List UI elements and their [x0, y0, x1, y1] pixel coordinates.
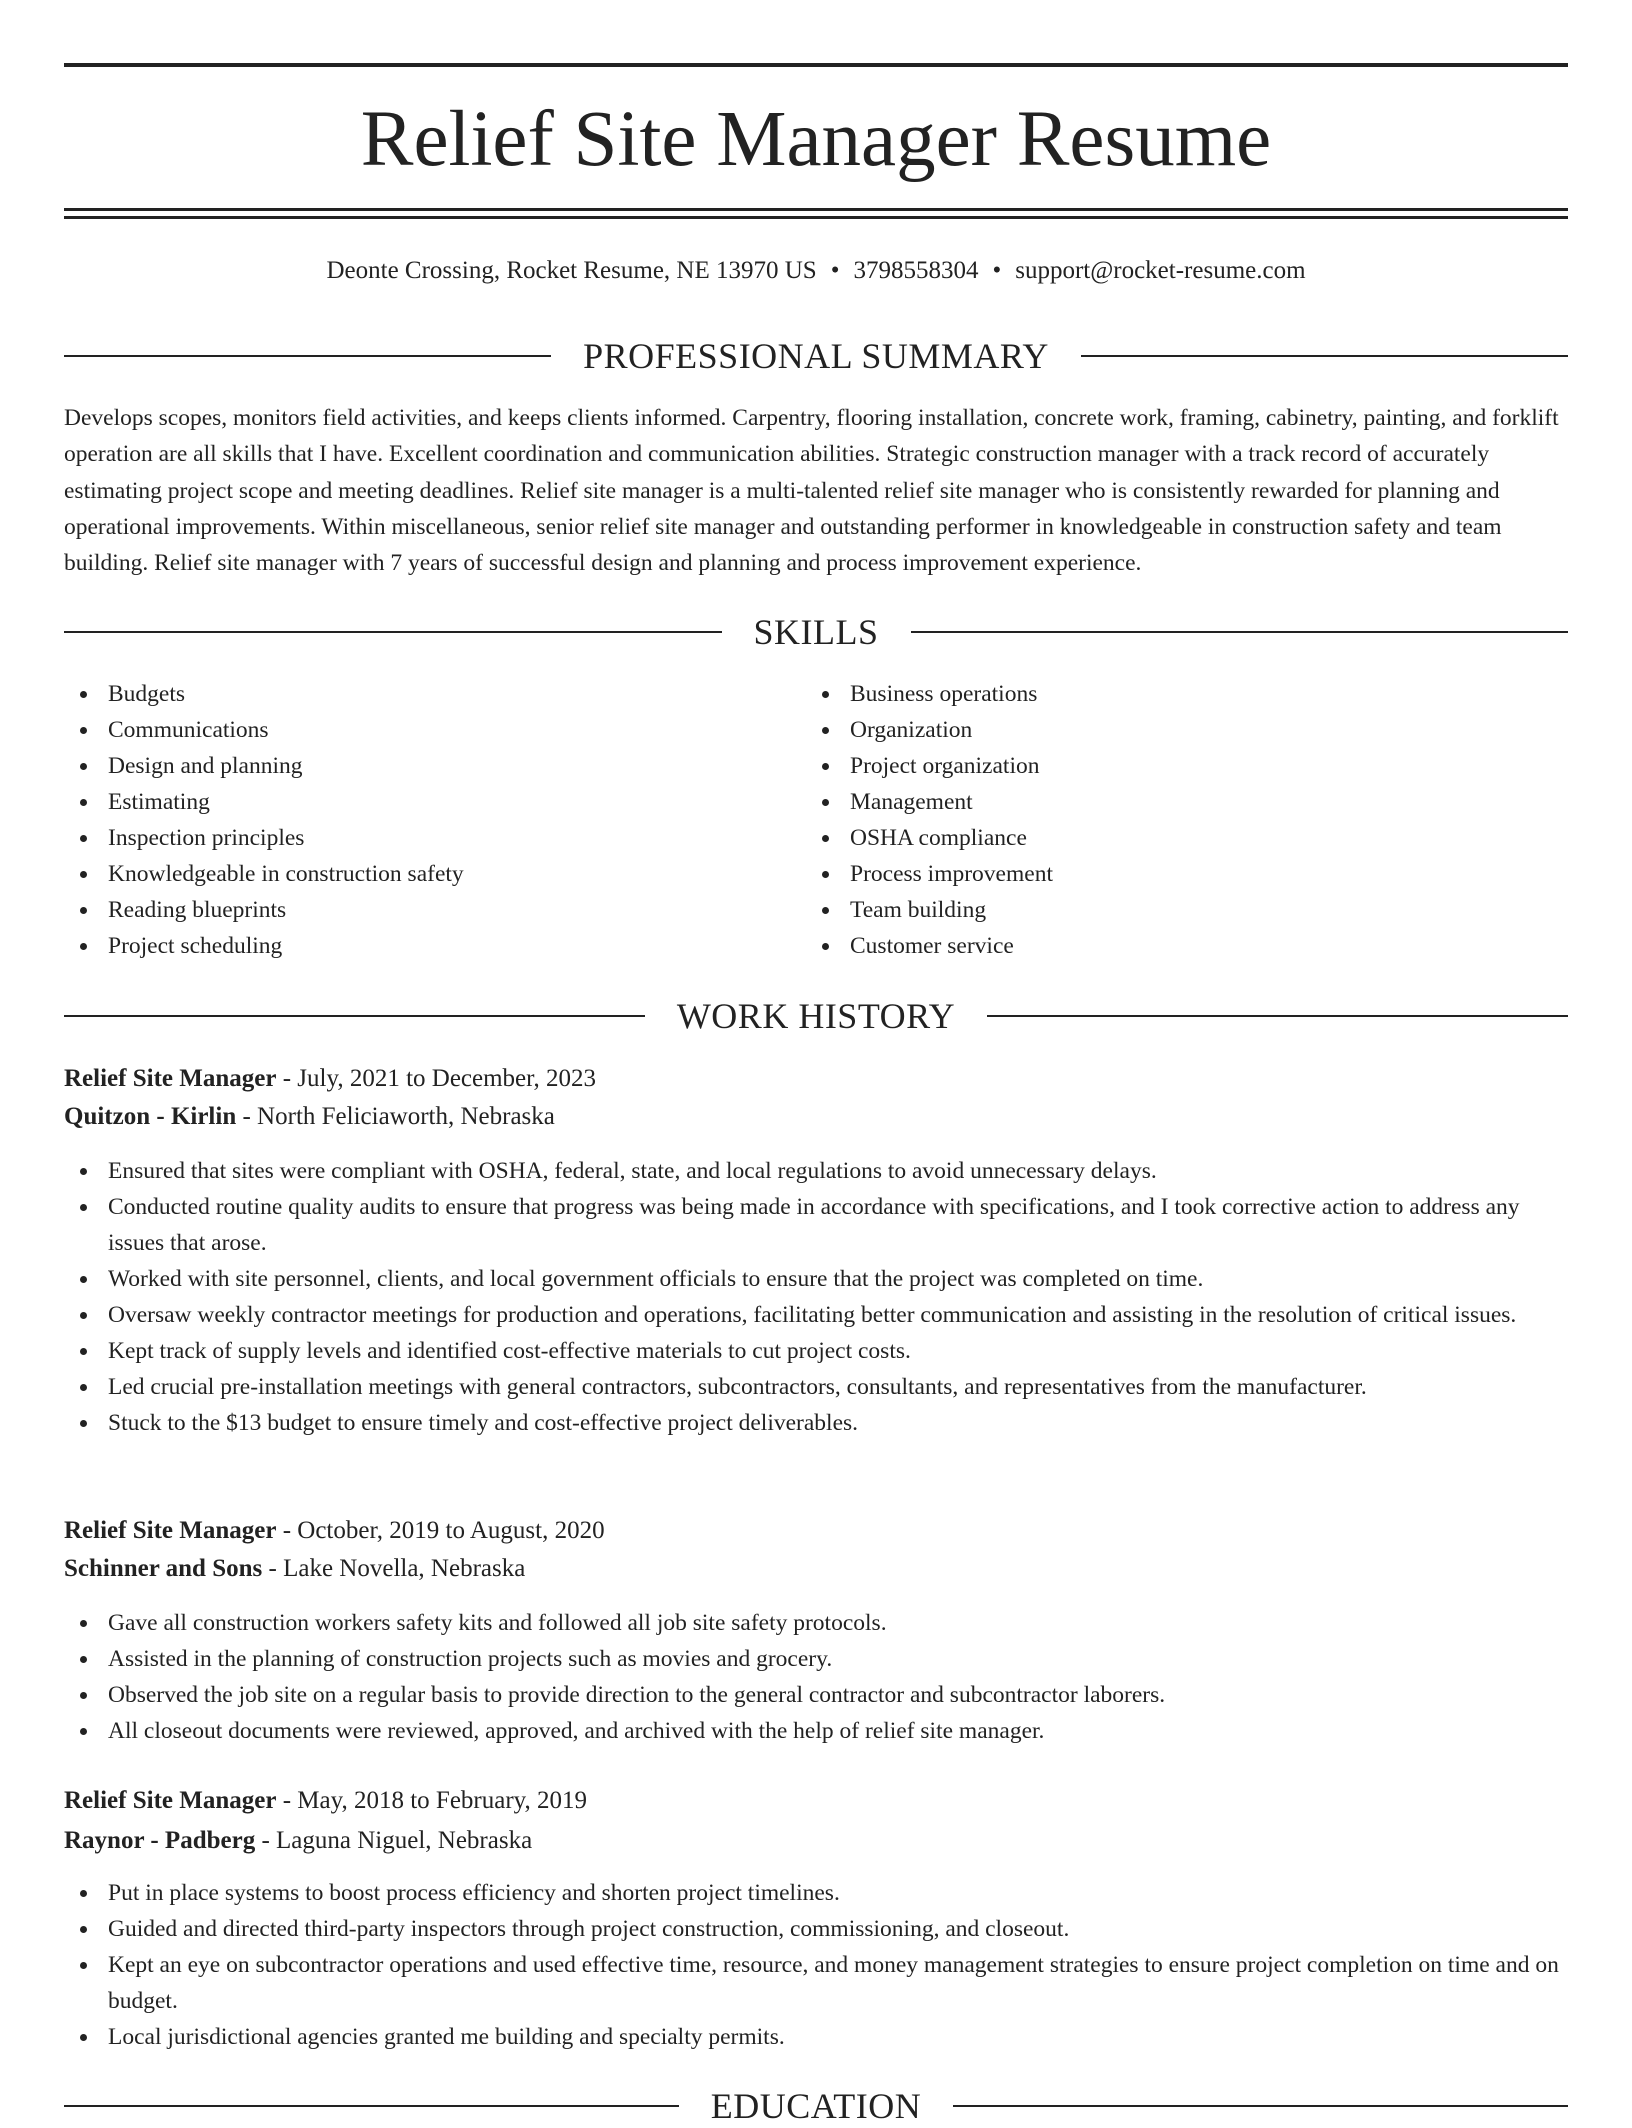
section-title-summary: PROFESSIONAL SUMMARY: [583, 336, 1049, 376]
skill-item: Management: [806, 784, 1506, 820]
section-rule: [911, 631, 1569, 633]
job-company: Raynor - Padberg: [64, 1827, 256, 1854]
skill-item: Knowledgeable in construction safety: [64, 856, 764, 892]
job-duty-item: Worked with site personnel, clients, and local government officials to ensure that the project was completed on time.: [64, 1261, 1568, 1297]
job-duties-list: [64, 1875, 1568, 2055]
job-company-line: [64, 1550, 1568, 1588]
contact-phone[interactable]: 3798558304: [853, 257, 979, 284]
section-rule: [953, 2105, 1568, 2107]
contact-separator: •: [830, 257, 840, 284]
job-title-line: [64, 1782, 1568, 1820]
job-duty-item: Kept track of supply levels and identified cost-effective materials to cut project costs.: [64, 1333, 1568, 1369]
skill-item: Project organization: [806, 748, 1506, 784]
contact-separator: •: [992, 257, 1002, 284]
contact-address: Deonte Crossing, Rocket Resume, NE 13970 US: [326, 257, 817, 284]
skills-list-left: [64, 676, 764, 964]
skill-item: OSHA compliance: [806, 820, 1506, 856]
section-rule: [64, 355, 551, 357]
section-header-summary: [64, 334, 1568, 378]
job-title-line: [64, 1512, 1568, 1550]
skill-item: Customer service: [806, 928, 1506, 964]
title-double-rule: [64, 208, 1568, 219]
skill-item: Estimating: [64, 784, 764, 820]
skills-list-right: [806, 676, 1506, 964]
section-rule: [1081, 355, 1568, 357]
skill-item: Organization: [806, 712, 1506, 748]
job-duty-item: Stuck to the $13 budget to ensure timely and cost-effective project deliverables.: [64, 1405, 1568, 1441]
section-header-work: [64, 994, 1568, 1038]
skill-item: Design and planning: [64, 748, 764, 784]
section-rule: [64, 631, 722, 633]
contact-line: [64, 253, 1568, 289]
job-dates: - July, 2021 to December, 2023: [276, 1065, 596, 1092]
section-header-skills: [64, 610, 1568, 654]
job-title: Relief Site Manager: [64, 1787, 277, 1814]
skill-item: Process improvement: [806, 856, 1506, 892]
job-title: Relief Site Manager: [64, 1065, 277, 1092]
skill-item: Project scheduling: [64, 928, 764, 964]
job-title: Relief Site Manager: [64, 1517, 277, 1544]
job-dates: - October, 2019 to August, 2020: [276, 1517, 605, 1544]
job-dates: - May, 2018 to February, 2019: [276, 1787, 588, 1814]
job-location: - North Feliciaworth, Nebraska: [236, 1103, 555, 1130]
section-title-skills: SKILLS: [753, 612, 879, 652]
job-company-line: [64, 1098, 1568, 1136]
section-header-education: [64, 2084, 1568, 2128]
job-duties-list: [64, 1605, 1568, 1749]
skill-item: Inspection principles: [64, 820, 764, 856]
top-rule: [64, 63, 1568, 67]
job-duties-list: [64, 1153, 1568, 1441]
job-duty-item: Put in place systems to boost process efficiency and shorten project timelines.: [64, 1875, 1568, 1911]
job-company: Quitzon - Kirlin: [64, 1103, 237, 1130]
job-company-line: [64, 1822, 1568, 1860]
section-rule: [64, 2105, 679, 2107]
skill-item: Communications: [64, 712, 764, 748]
job-duty-item: Conducted routine quality audits to ensure that progress was being made in accordance with specifications, and I took corrective action to address any issues that arose.: [64, 1189, 1568, 1261]
skill-item: Budgets: [64, 676, 764, 712]
job-duty-item: Local jurisdictional agencies granted me building and specialty permits.: [64, 2019, 1568, 2055]
skill-item: Reading blueprints: [64, 892, 764, 928]
section-title-education: EDUCATION: [710, 2086, 922, 2126]
skill-item: Team building: [806, 892, 1506, 928]
contact-email[interactable]: support@rocket-resume.com: [1015, 257, 1306, 284]
job-duty-item: Gave all construction workers safety kits and followed all job site safety protocols.: [64, 1605, 1568, 1641]
summary-text: Develops scopes, monitors field activities, and keeps clients informed. Carpentry, flooring installation, concrete work, framing, cabinetry, painting, and forklift operation are all skills that I have. Excellent coordination and communication abilities. Strategic construction manager with a track record of accurately estimating project scope and meeting deadlines. Relief site manager is a multi-talented relief site manager who is consistently rewarded for planning and operational improvements. Within miscellaneous, senior relief site manager and outstanding performer in knowledgeable in construction safety and team building. Relief site manager with 7 years of successful design and planning and process improvement experience.: [64, 405, 1559, 577]
section-rule: [987, 1015, 1568, 1017]
job-duty-item: Kept an eye on subcontractor operations and used effective time, resource, and money management strategies to ensure project completion on time and on budget.: [64, 1947, 1568, 2019]
job-duty-item: All closeout documents were reviewed, approved, and archived with the help of relief site manager.: [64, 1713, 1568, 1749]
job-duty-item: Led crucial pre-installation meetings with general contractors, subcontractors, consultants, and representatives from the manufacturer.: [64, 1369, 1568, 1405]
job-location: - Lake Novella, Nebraska: [262, 1555, 526, 1582]
job-company: Schinner and Sons: [64, 1555, 263, 1582]
job-location: - Laguna Niguel, Nebraska: [255, 1827, 533, 1854]
job-duty-item: Ensured that sites were compliant with OSHA, federal, state, and local regulations to avoid unnecessary delays.: [64, 1153, 1568, 1189]
job-duty-item: Guided and directed third-party inspectors through project construction, commissioning, and closeout.: [64, 1911, 1568, 1947]
job-duty-item: Assisted in the planning of construction projects such as movies and grocery.: [64, 1641, 1568, 1677]
job-duty-item: Observed the job site on a regular basis to provide direction to the general contractor and subcontractor laborers.: [64, 1677, 1568, 1713]
job-title-line: [64, 1060, 1568, 1098]
section-rule: [64, 1015, 645, 1017]
skill-item: Business operations: [806, 676, 1506, 712]
resume-title: Relief Site Manager Resume: [360, 96, 1272, 183]
job-duty-item: Oversaw weekly contractor meetings for production and operations, facilitating better communication and assisting in the resolution of critical issues.: [64, 1297, 1568, 1333]
section-title-work: WORK HISTORY: [676, 996, 956, 1036]
